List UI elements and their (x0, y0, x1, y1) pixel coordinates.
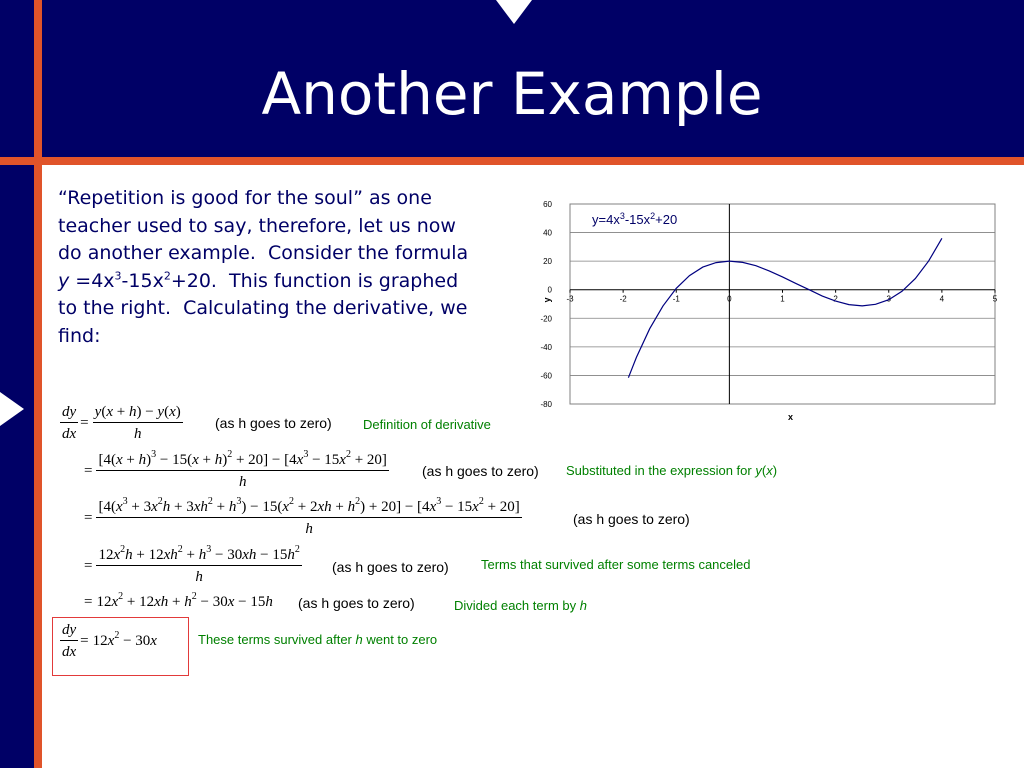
x-tick-label: 2 (833, 294, 838, 304)
x-tick-label: 3 (886, 294, 891, 304)
y-tick-label: 40 (543, 228, 552, 238)
y-tick-label: 20 (543, 257, 552, 267)
x-tick-label: 5 (992, 294, 998, 304)
expanded-equation: = $[4(x^3 + 3x^2h + 3xh^2 + h^3) - 15(x^2 + 2xh + h^2) + 20] - [4x^3 - 15x^2 + 20]$ h (84, 496, 520, 537)
derivative-definition-equation: $\frac{dy}{dx}$ = $\frac{y(x + h) - y(x)}{h}$ (62, 404, 181, 442)
function-graph (540, 192, 1010, 427)
plot-area (570, 204, 995, 404)
x-axis-label: x (787, 412, 794, 422)
x-tick-label: 0 (727, 294, 732, 304)
x-tick-label: 4 (939, 294, 945, 304)
down-triangle-icon (496, 0, 532, 24)
y-axis-label: y (542, 297, 552, 303)
h-to-zero-note-2: (as h goes to zero) (422, 463, 539, 479)
y-tick-label: -60 (540, 371, 552, 381)
x-tick-label: -2 (619, 294, 627, 304)
x-tick-label: 1 (780, 294, 785, 304)
chart-title: $y=4x^3-15x^2+20$ (592, 211, 678, 227)
x-tick-label: -3 (566, 294, 574, 304)
h-to-zero-note-4: (as h goes to zero) (332, 559, 449, 575)
comment-definition: Definition of derivative (363, 417, 491, 432)
x-tick-label: -1 (672, 294, 680, 304)
y-tick-label: 0 (547, 285, 552, 295)
y-tick-label: -80 (540, 400, 552, 409)
intro-paragraph: “Repetition is good for the soul” as one teacher used to say, therefore, let us now do another example. Consider the formula $y =4x^3-15x^2+20$. This function is graphed to the right. Calculating the derivative, we find: (58, 187, 469, 347)
comment-survived: Terms that survived after some terms canceled (481, 557, 751, 572)
comment-substituted: Substituted in the expression for y(x) (566, 463, 778, 478)
h-to-zero-note-1: (as h goes to zero) (215, 415, 332, 431)
h-to-zero-note-5: (as h goes to zero) (298, 595, 415, 611)
right-triangle-icon (0, 392, 24, 426)
comment-divided: Divided each term by h (454, 598, 587, 613)
y-tick-label: -40 (540, 342, 552, 352)
slide-title: Another Example (261, 60, 763, 128)
final-derivative-equation: $\frac{dy}{dx}$ = $12x^2 - 30x$ (62, 622, 157, 660)
h-to-zero-note-3: (as h goes to zero) (573, 511, 690, 527)
substitution-equation: = $\frac{[4(x + h)^3 - 15(x + h)^2 + 20] - [4x^3 - 15x^2 + 20]}{h}$ (84, 449, 387, 490)
divided-equation: = $12x^2 + 12xh + h^2 - 30x - 15h$ (84, 591, 273, 611)
y-tick-label: -20 (540, 314, 552, 324)
horizontal-accent-line (0, 157, 1024, 165)
survived-terms-equation: = $\frac{12x^2h + 12xh^2 + h^3 - 30xh - 15h^2}{h}$ (84, 544, 300, 585)
y-tick-label: 60 (543, 200, 552, 209)
comment-final: These terms survived after h went to zero (198, 632, 438, 647)
